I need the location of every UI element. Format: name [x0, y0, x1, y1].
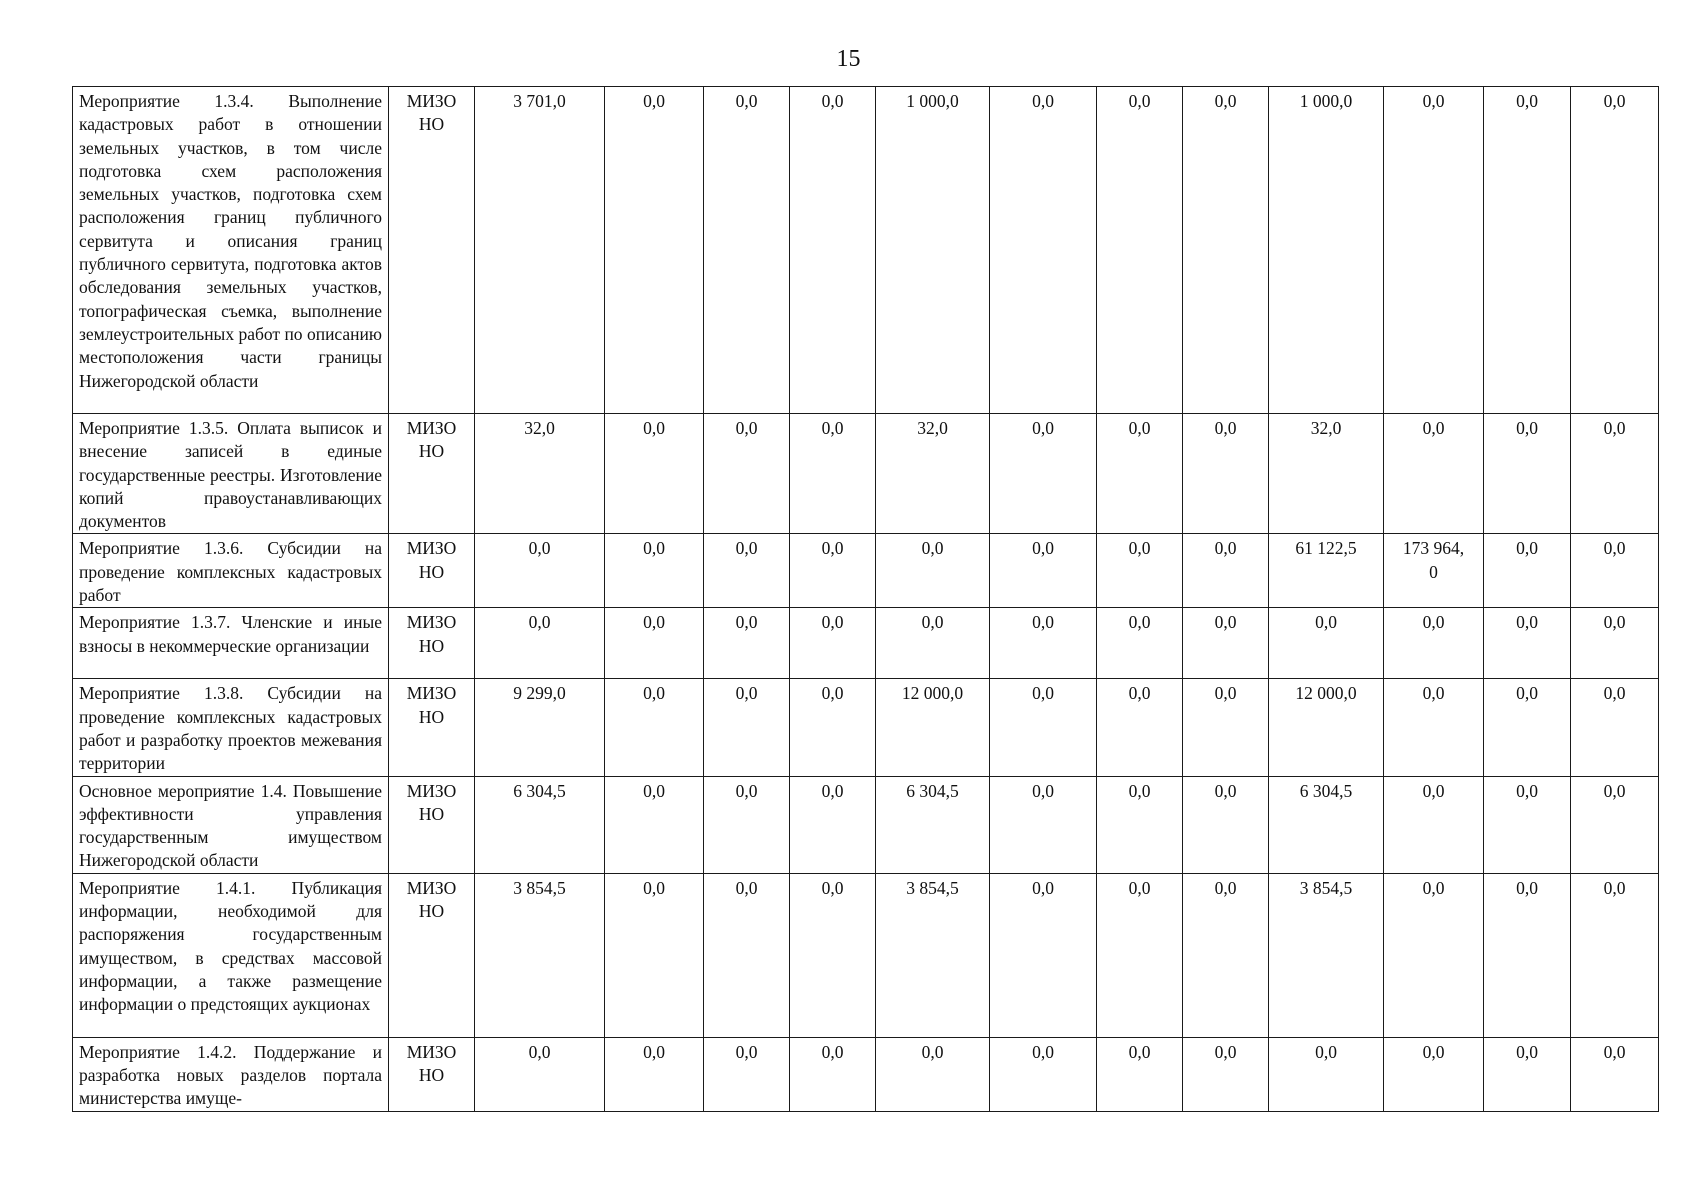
value-cell: 0,0: [1097, 679, 1183, 776]
value-cell: 0,0: [1571, 414, 1659, 534]
value-cell: 0,0: [1097, 608, 1183, 679]
value-cell: 0,0: [704, 873, 790, 1037]
value-cell: 0,0: [1384, 873, 1484, 1037]
value-cell: 0,0: [1484, 679, 1571, 776]
value-cell: 0,0: [876, 608, 990, 679]
value-cell: 0,0: [990, 679, 1097, 776]
value-cell: 0,0: [990, 414, 1097, 534]
value-cell: 3 701,0: [475, 87, 605, 414]
value-cell: 0,0: [1571, 608, 1659, 679]
activity-name: Мероприятие 1.3.4. Выполнение кадастровых работ в отношении земельных участков, в том числе подготовка схем расположения земельных участков, подготовка схем расположения границ публичного сервитута и описания границ публичного сервитута, подготовка актов обследования земельных участков, топографическая съемка, выполнение землеустроительных работ по описанию местоположения части границы Нижегородской области: [73, 87, 389, 414]
value-cell: 0,0: [605, 873, 704, 1037]
value-cell: 0,0: [1484, 776, 1571, 873]
table-row: [73, 679, 1659, 776]
value-cell: 173 964, 0: [1384, 534, 1484, 608]
table-row: [73, 87, 1659, 414]
value-cell: 9 299,0: [475, 679, 605, 776]
value-cell: 0,0: [790, 87, 876, 414]
table-row: [73, 608, 1659, 679]
value-cell: 0,0: [1097, 1037, 1183, 1111]
value-cell: 0,0: [605, 534, 704, 608]
value-cell: 0,0: [704, 608, 790, 679]
value-cell: 0,0: [1571, 534, 1659, 608]
value-cell: 0,0: [605, 608, 704, 679]
value-cell: 0,0: [1183, 873, 1269, 1037]
value-cell: 0,0: [605, 1037, 704, 1111]
value-cell: 0,0: [605, 414, 704, 534]
table-row: [73, 534, 1659, 608]
value-cell: 0,0: [1384, 1037, 1484, 1111]
value-cell: 0,0: [1183, 534, 1269, 608]
value-cell: 0,0: [1097, 414, 1183, 534]
value-cell: 0,0: [704, 776, 790, 873]
value-cell: 0,0: [790, 534, 876, 608]
executor-cell: МИЗО НО: [389, 414, 475, 534]
activity-name: Мероприятие 1.4.1. Публикация информации, необходимой для распоряжения государственным имуществом, в средствах массовой информации, а также размещение информации о предстоящих аукционах: [73, 873, 389, 1037]
activity-name: Мероприятие 1.3.5. Оплата выписок и внесение записей в единые государственные реестры. Изготовление копий правоустанавливающих документов: [73, 414, 389, 534]
value-cell: 0,0: [990, 873, 1097, 1037]
value-cell: 0,0: [605, 87, 704, 414]
value-cell: 0,0: [704, 534, 790, 608]
value-cell: 0,0: [1484, 534, 1571, 608]
value-cell: 0,0: [1571, 873, 1659, 1037]
activity-name: Мероприятие 1.4.2. Поддержание и разработка новых разделов портала министерства имуще-: [73, 1037, 389, 1111]
activity-name: Мероприятие 1.3.6. Субсидии на проведение комплексных кадастровых работ: [73, 534, 389, 608]
executor-cell: МИЗО НО: [389, 608, 475, 679]
value-cell: 0,0: [990, 776, 1097, 873]
value-cell: 0,0: [1384, 608, 1484, 679]
value-cell: 0,0: [1484, 608, 1571, 679]
value-cell: 0,0: [790, 1037, 876, 1111]
executor-cell: МИЗО НО: [389, 776, 475, 873]
value-cell: 0,0: [704, 1037, 790, 1111]
value-cell: 0,0: [1571, 776, 1659, 873]
executor-cell: МИЗО НО: [389, 1037, 475, 1111]
value-cell: 0,0: [1097, 776, 1183, 873]
activity-name: Мероприятие 1.3.7. Членские и иные взносы в некоммерческие организации: [73, 608, 389, 679]
value-cell: 0,0: [1384, 679, 1484, 776]
value-cell: 1 000,0: [1269, 87, 1384, 414]
value-cell: 0,0: [1384, 414, 1484, 534]
table-row: [73, 1037, 1659, 1111]
value-cell: 0,0: [990, 1037, 1097, 1111]
value-cell: 61 122,5: [1269, 534, 1384, 608]
value-cell: 0,0: [1269, 608, 1384, 679]
executor-cell: МИЗО НО: [389, 534, 475, 608]
value-cell: 0,0: [990, 87, 1097, 414]
value-cell: 6 304,5: [1269, 776, 1384, 873]
value-cell: 0,0: [1097, 873, 1183, 1037]
value-cell: 1 000,0: [876, 87, 990, 414]
value-cell: 0,0: [1183, 1037, 1269, 1111]
activity-name: Мероприятие 1.3.8. Субсидии на проведение комплексных кадастровых работ и разработку проектов межевания территории: [73, 679, 389, 776]
value-cell: 0,0: [1269, 1037, 1384, 1111]
value-cell: 0,0: [790, 414, 876, 534]
value-cell: 0,0: [1183, 414, 1269, 534]
value-cell: 0,0: [1097, 534, 1183, 608]
value-cell: 0,0: [1183, 679, 1269, 776]
value-cell: 0,0: [475, 534, 605, 608]
value-cell: 0,0: [1484, 414, 1571, 534]
value-cell: 0,0: [1097, 87, 1183, 414]
activity-name: Основное мероприятие 1.4. Повышение эффективности управления государственным имуществом Нижегородской области: [73, 776, 389, 873]
page-number: 15: [836, 46, 861, 72]
value-cell: 0,0: [1484, 873, 1571, 1037]
value-cell: 0,0: [704, 679, 790, 776]
value-cell: 0,0: [605, 776, 704, 873]
value-cell: 0,0: [704, 87, 790, 414]
value-cell: 3 854,5: [1269, 873, 1384, 1037]
value-cell: 0,0: [790, 679, 876, 776]
value-cell: 0,0: [605, 679, 704, 776]
value-cell: 0,0: [876, 1037, 990, 1111]
value-cell: 6 304,5: [876, 776, 990, 873]
value-cell: 0,0: [1571, 679, 1659, 776]
value-cell: 0,0: [990, 534, 1097, 608]
value-cell: 12 000,0: [876, 679, 990, 776]
value-cell: 0,0: [790, 608, 876, 679]
value-cell: 0,0: [1183, 87, 1269, 414]
value-cell: 32,0: [876, 414, 990, 534]
value-cell: 0,0: [790, 873, 876, 1037]
value-cell: 32,0: [1269, 414, 1384, 534]
budget-table: [72, 86, 1659, 1112]
value-cell: 3 854,5: [475, 873, 605, 1037]
value-cell: 32,0: [475, 414, 605, 534]
value-cell: 12 000,0: [1269, 679, 1384, 776]
value-cell: 0,0: [1571, 1037, 1659, 1111]
value-cell: 0,0: [990, 608, 1097, 679]
value-cell: 0,0: [1183, 776, 1269, 873]
value-cell: 0,0: [475, 608, 605, 679]
value-cell: 0,0: [1484, 87, 1571, 414]
executor-cell: МИЗО НО: [389, 679, 475, 776]
value-cell: 6 304,5: [475, 776, 605, 873]
value-cell: 0,0: [790, 776, 876, 873]
value-cell: 0,0: [704, 414, 790, 534]
value-cell: 0,0: [475, 1037, 605, 1111]
table-row: [73, 414, 1659, 534]
value-cell: 0,0: [1384, 87, 1484, 414]
table-row: [73, 776, 1659, 873]
value-cell: 0,0: [1384, 776, 1484, 873]
value-cell: 0,0: [876, 534, 990, 608]
executor-cell: МИЗО НО: [389, 87, 475, 414]
value-cell: 0,0: [1484, 1037, 1571, 1111]
value-cell: 3 854,5: [876, 873, 990, 1037]
value-cell: 0,0: [1571, 87, 1659, 414]
table-row: [73, 873, 1659, 1037]
value-cell: 0,0: [1183, 608, 1269, 679]
executor-cell: МИЗО НО: [389, 873, 475, 1037]
